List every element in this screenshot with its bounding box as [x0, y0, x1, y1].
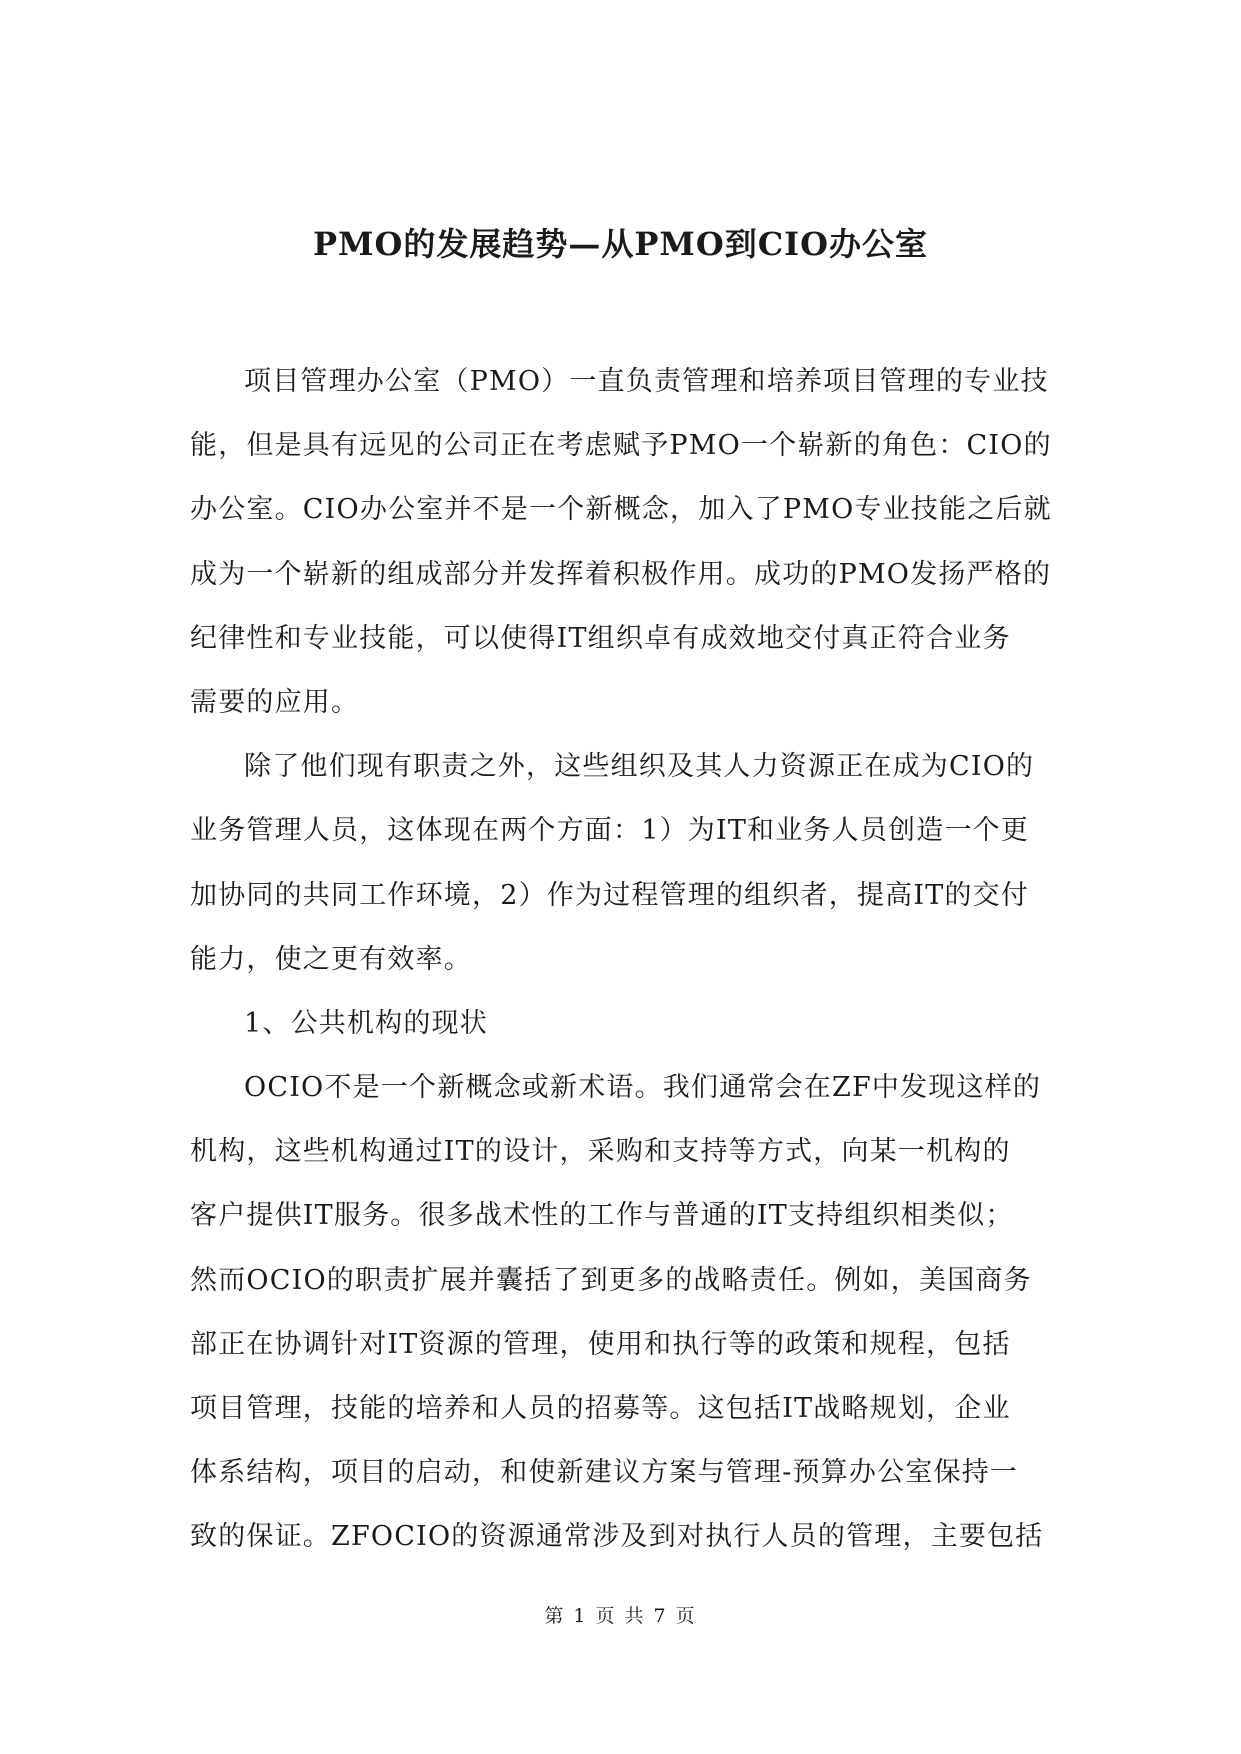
paragraph-line: 项目管理办公室（PMO）一直负责管理和培养项目管理的专业技	[244, 366, 1049, 397]
paragraph-line: OCIO不是一个新概念或新术语。我们通常会在ZF中发现这样的	[244, 1072, 1042, 1104]
paragraph-line: 需要的应用。	[190, 686, 360, 718]
paragraph-line: 然而OCIO的职责扩展并囊括了到更多的战略责任。例如，美国商务	[190, 1264, 1032, 1296]
page-number-footer: 第 1 页 共 7 页	[544, 1605, 697, 1627]
paragraph-line: 除了他们现有职责之外，这些组织及其人力资源正在成为CIO的	[244, 751, 1035, 783]
section-heading: 1、公共机构的现状	[244, 1007, 488, 1039]
paragraph-line: 办公室。CIO办公室并不是一个新概念，加入了PMO专业技能之后就	[190, 494, 1052, 526]
paragraph-line: 业务管理人员，这体现在两个方面：1）为IT和业务人员创造一个更	[190, 815, 1030, 847]
paragraph-line: 机构，这些机构通过IT的设计，采购和支持等方式，向某一机构的	[190, 1136, 1011, 1168]
paragraph-line: 纪律性和专业技能，可以使得IT组织卓有成效地交付真正符合业务	[190, 622, 1011, 654]
paragraph-line: 加协同的共同工作环境，2）作为过程管理的组织者，提高IT的交付	[190, 879, 1030, 911]
paragraph-line: 部正在协调针对IT资源的管理，使用和执行等的政策和规程，包括	[190, 1328, 1011, 1360]
paragraph-line: 客户提供IT服务。很多战术性的工作与普通的IT支持组织相类似；	[190, 1200, 1014, 1232]
document-title: PMO的发展趋势—从PMO到CIO办公室	[312, 225, 929, 263]
paragraph-line: 体系结构，项目的启动，和使新建议方案与管理-预算办公室保持一	[190, 1457, 1019, 1489]
paragraph-line: 能，但是具有远见的公司正在考虑赋予PMO一个崭新的角色：CIO的	[190, 430, 1052, 462]
paragraph-line: 致的保证。ZFOCIO的资源通常涉及到对执行人员的管理，主要包括	[190, 1521, 1044, 1553]
paragraph-line: 能力，使之更有效率。	[190, 943, 472, 975]
paragraph-line: 成为一个崭新的组成部分并发挥着积极作用。成功的PMO发扬严格的	[190, 558, 1052, 590]
document-body	[190, 360, 1052, 1580]
paragraph-line: 项目管理，技能的培养和人员的招募等。这包括IT战略规划，企业	[190, 1393, 1011, 1424]
